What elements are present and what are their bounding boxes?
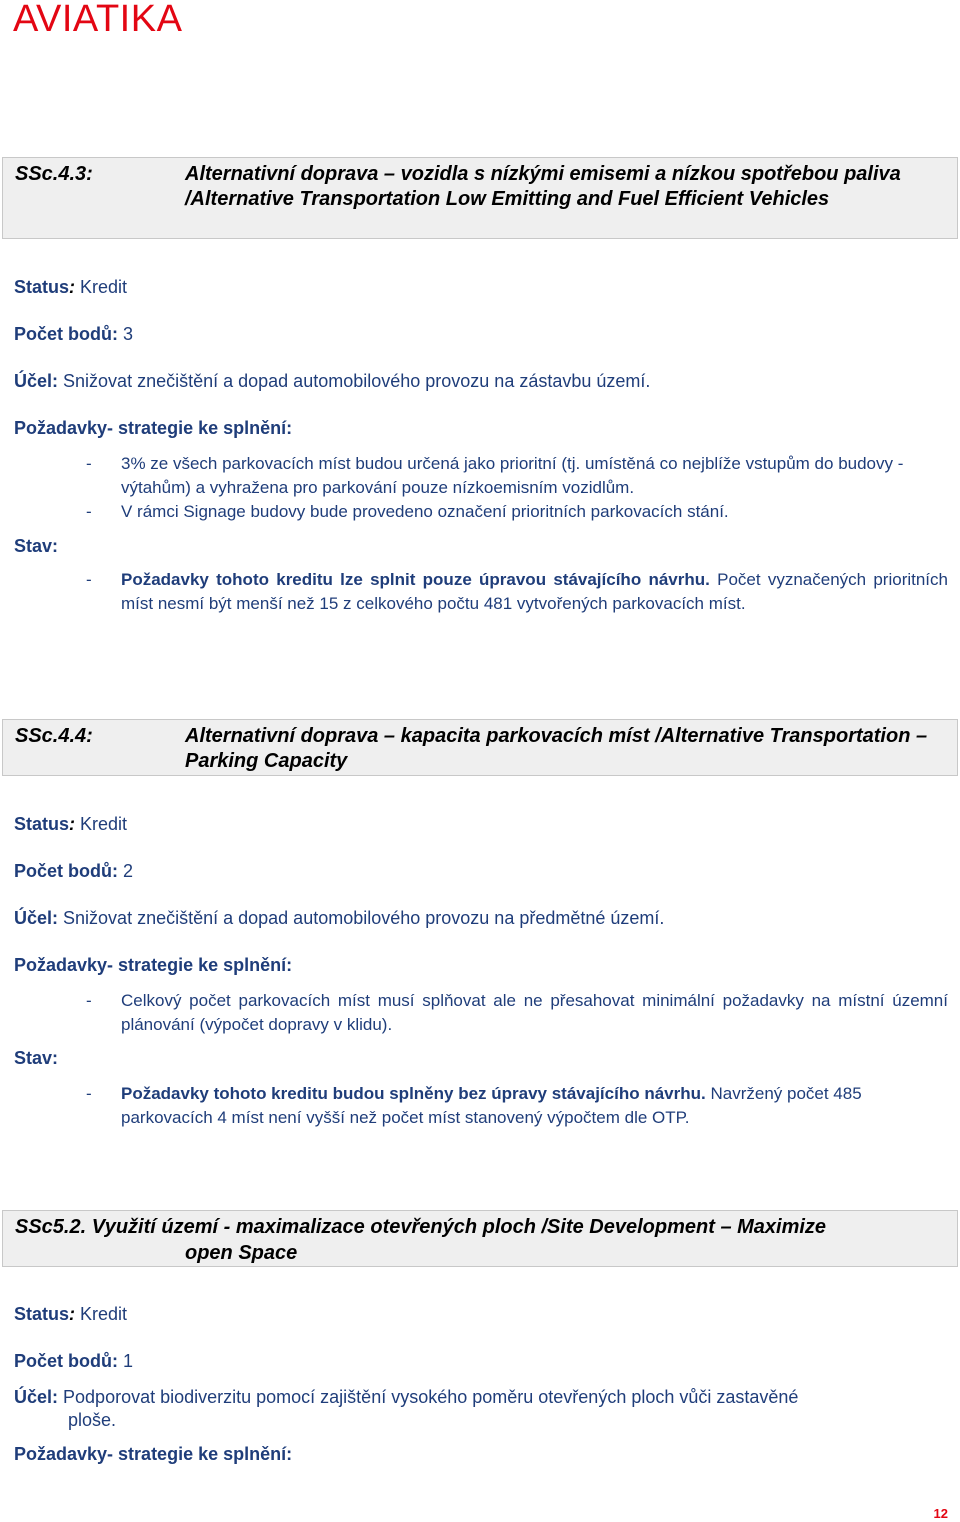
- status-label: Status: [14, 814, 70, 834]
- bullet-dash: -: [86, 1084, 92, 1103]
- goal-line: [14, 908, 664, 929]
- requirement-text: 3% ze všech parkovacích míst budou určená jako prioritní (tj. umístěná co nejblíže vstupům do budovy - výtahům) a vyhražena pro parkování pouze nízkoemisním vozidlům.: [121, 454, 904, 497]
- status-line: [14, 814, 127, 835]
- state-bold: Požadavky tohoto kreditu lze splnit pouze úpravou stávajícího návrhu.: [121, 570, 710, 589]
- points-line: [14, 324, 133, 345]
- state-text: [121, 568, 948, 616]
- section-code: SSc.4.3:: [15, 163, 93, 185]
- points-value: 2: [123, 861, 134, 881]
- requirement-item: [86, 989, 948, 1037]
- goal-label: Účel:: [14, 1387, 59, 1407]
- bullet-dash: -: [86, 502, 92, 521]
- status-label: Status: [14, 277, 70, 297]
- bullet-dash: -: [86, 991, 92, 1010]
- requirement-text: Celkový počet parkovacích míst musí splňovat ale ne přesahovat minimální požadavky na místní územní plánování (výpočet dopravy v klidu).: [121, 991, 948, 1034]
- state-label: Stav:: [14, 1048, 59, 1068]
- page-number: 12: [933, 1506, 948, 1521]
- section-title-line: SSc5.2. Využití území - maximalizace otevřených ploch /Site Development – Maximize: [15, 1216, 827, 1238]
- state-detail: Navržený počet 485 parkovacích 4 míst není vyšší než počet míst stanovený výpočtem dle OTP.: [121, 1084, 862, 1127]
- status-value: Kredit: [80, 277, 128, 297]
- status-colon: :: [69, 1304, 76, 1324]
- requirement-text: V rámci Signage budovy bude provedeno označení prioritních parkovacích stání.: [121, 502, 729, 521]
- goal-label: Účel:: [14, 908, 59, 928]
- points-line: [14, 861, 133, 882]
- section-header-ssc43: [2, 157, 958, 239]
- points-label: Počet bodů:: [14, 324, 118, 344]
- goal-label: Účel:: [14, 371, 59, 391]
- goal-value-line: ploše.: [68, 1410, 117, 1430]
- status-colon: :: [69, 814, 76, 834]
- state-detail: Počet vyznačených prioritních míst nesmí být menší než 15 z celkového počtu 481 vytvořených parkovacích míst.: [121, 570, 948, 613]
- status-label: Status: [14, 1304, 70, 1324]
- points-label: Počet bodů:: [14, 861, 118, 881]
- state-item: [86, 1082, 948, 1130]
- section-title: Alternativní doprava – vozidla s nízkými emisemi a nízkou spotřebou paliva /Alternative Transportation Low Emitting and Fuel Efficient Vehicles: [185, 163, 901, 210]
- status-value: Kredit: [80, 814, 128, 834]
- status-value: Kredit: [80, 1304, 128, 1324]
- section-code: SSc.4.4:: [15, 725, 93, 747]
- points-line: [14, 1351, 133, 1372]
- goal-line: [14, 371, 650, 392]
- section-header-ssc44: [2, 719, 958, 776]
- requirements-heading: Požadavky- strategie ke splnění:: [14, 1444, 293, 1464]
- company-logo: AVIATIKA: [13, 0, 183, 40]
- goal-block: [14, 1386, 900, 1432]
- section-title-line: open Space: [185, 1242, 298, 1264]
- state-item: [86, 568, 948, 616]
- section-header-ssc52: [2, 1210, 958, 1267]
- requirements-heading: Požadavky- strategie ke splnění:: [14, 418, 293, 438]
- requirement-item: [86, 452, 948, 500]
- bullet-dash: -: [86, 454, 92, 473]
- section-title: Alternativní doprava – kapacita parkovacích míst /Alternative Transportation – Parking Capacity: [185, 725, 928, 772]
- section-title: [15, 1214, 947, 1266]
- points-value: 3: [123, 324, 134, 344]
- status-colon: :: [69, 277, 76, 297]
- status-line: [14, 277, 127, 298]
- state-bold: Požadavky tohoto kreditu budou splněny bez úpravy stávajícího návrhu.: [121, 1084, 706, 1103]
- state-label: Stav:: [14, 536, 59, 556]
- status-line: [14, 1304, 127, 1325]
- requirement-item: [86, 500, 948, 524]
- requirements-heading: Požadavky- strategie ke splnění:: [14, 955, 293, 975]
- goal-value-line: Podporovat biodiverzitu pomocí zajištění vysokého poměru otevřených ploch vůči zastavěné: [63, 1387, 799, 1407]
- bullet-dash: -: [86, 570, 92, 589]
- points-value: 1: [123, 1351, 134, 1371]
- goal-value: Snižovat znečištění a dopad automobilového provozu na zástavbu území.: [63, 371, 651, 391]
- state-text: [121, 1082, 948, 1130]
- goal-value: Snižovat znečištění a dopad automobilového provozu na předmětné území.: [63, 908, 665, 928]
- points-label: Počet bodů:: [14, 1351, 118, 1371]
